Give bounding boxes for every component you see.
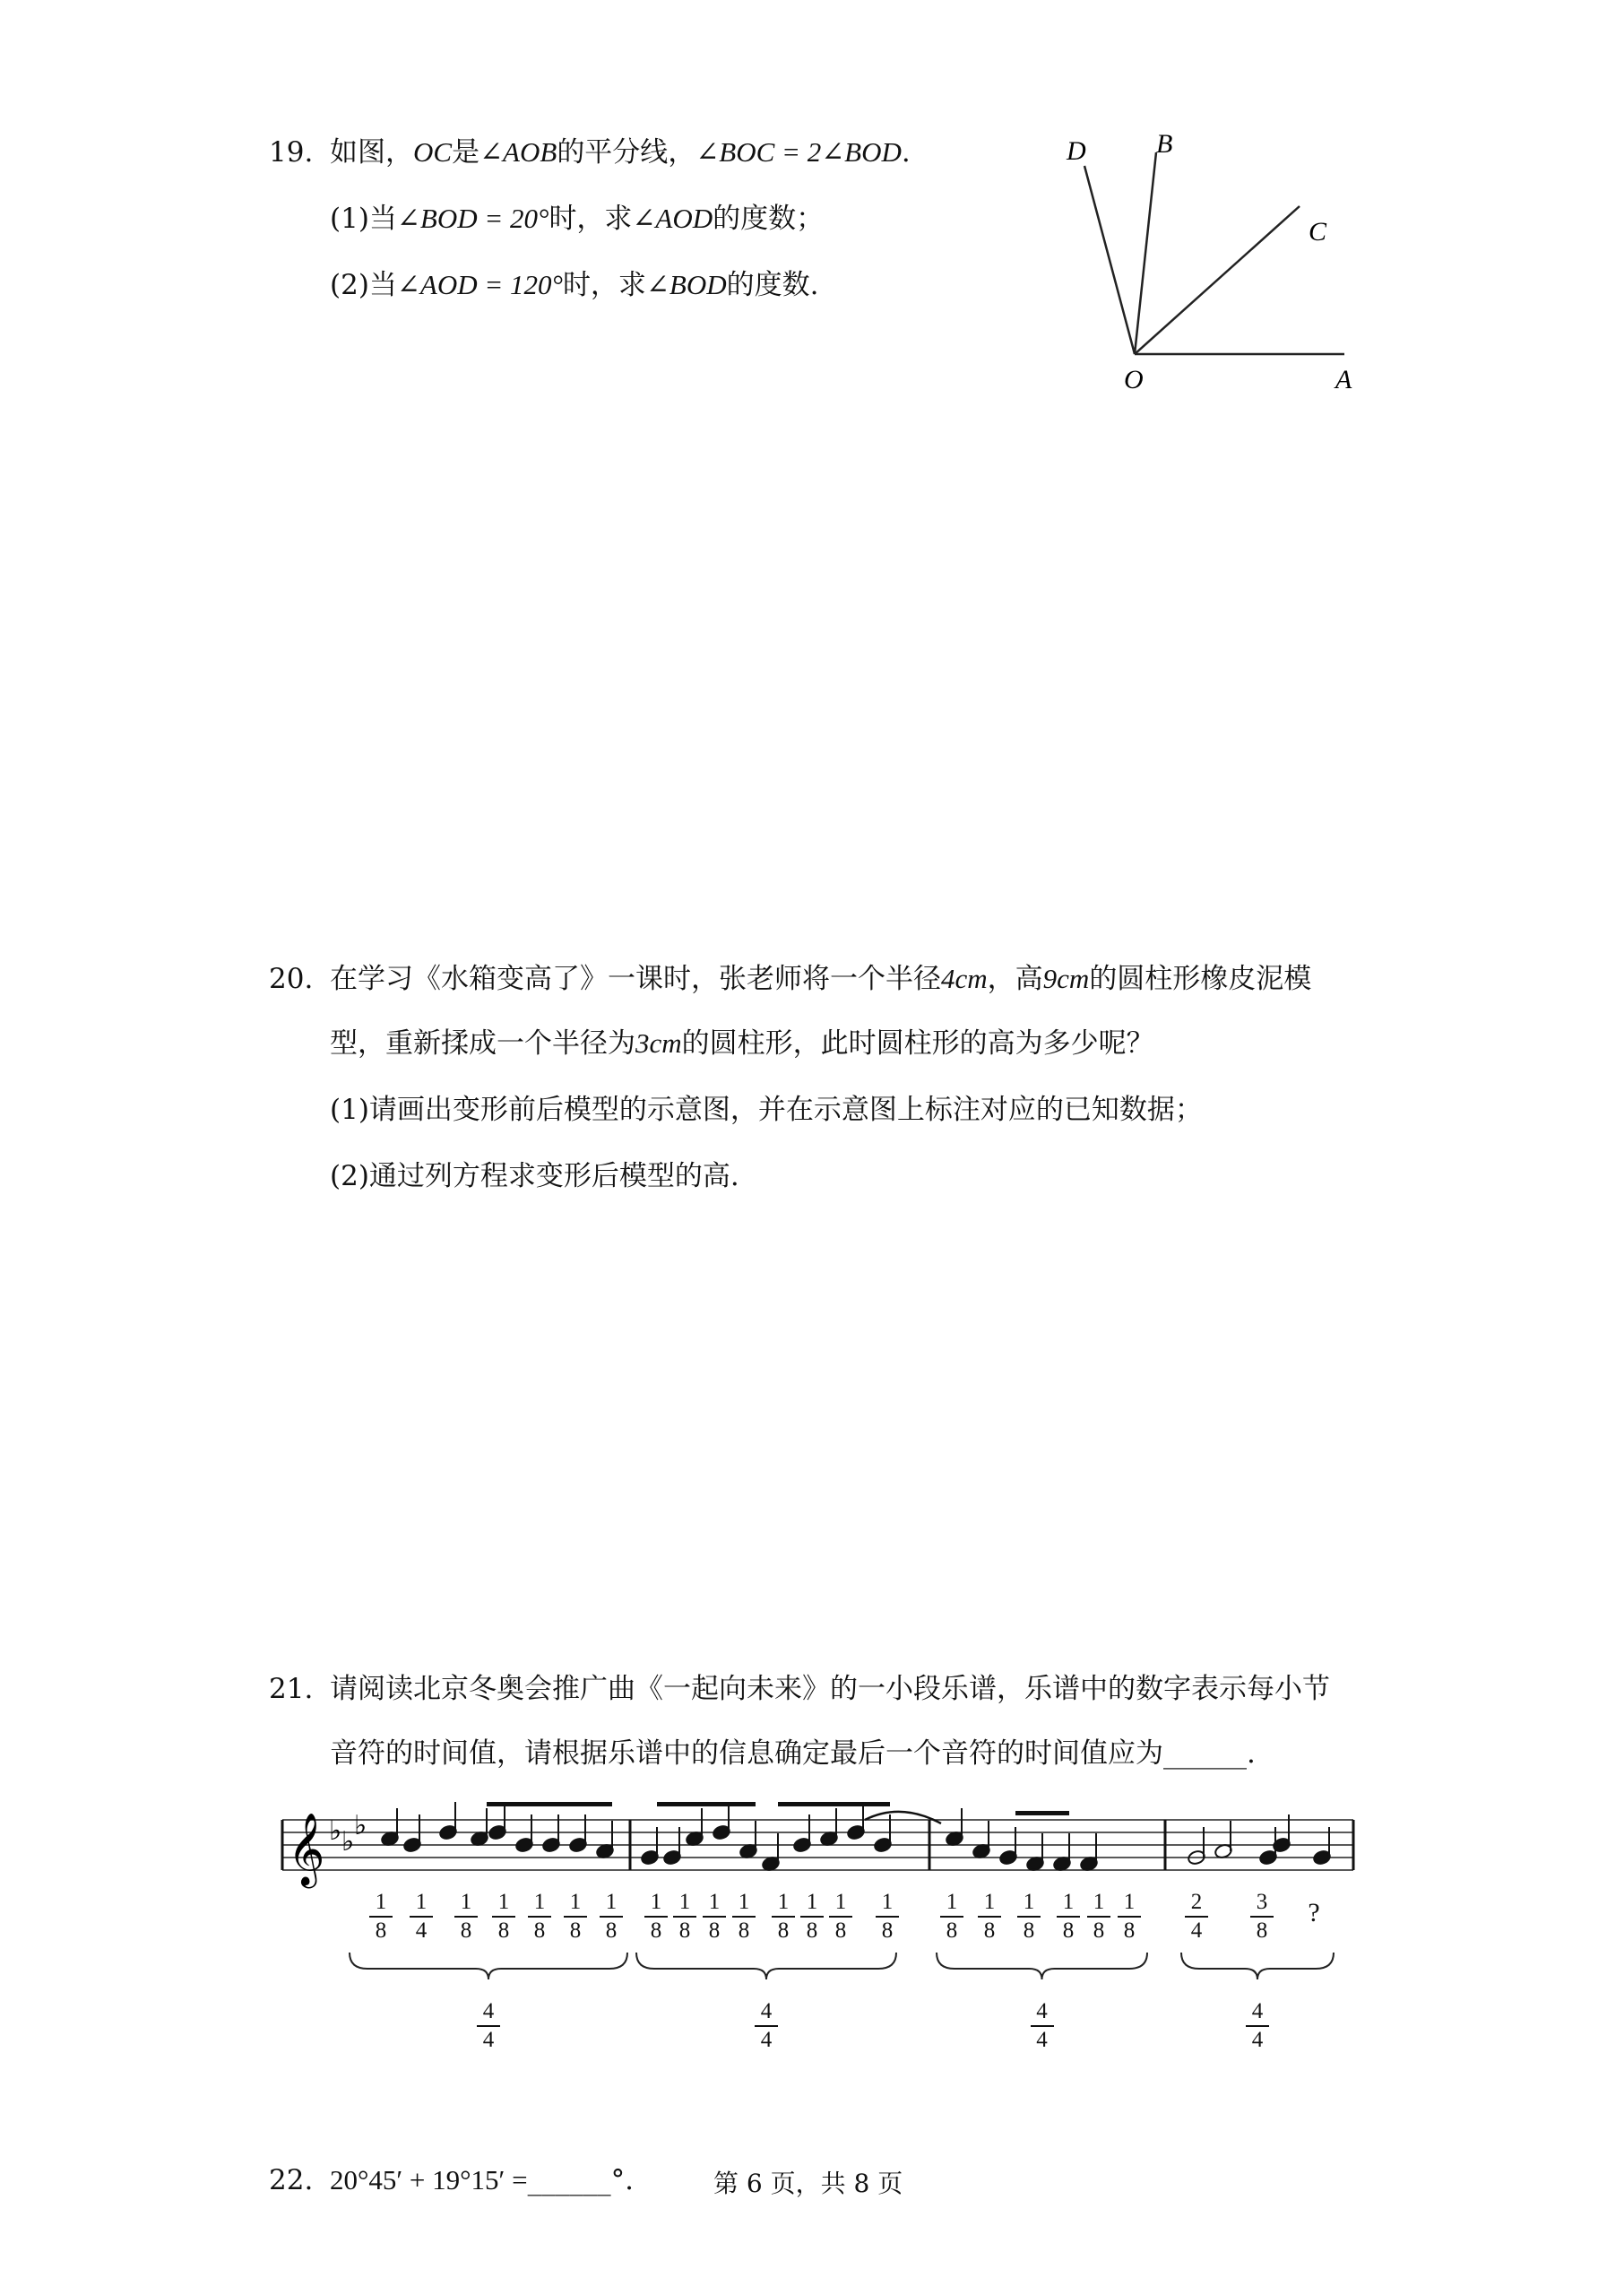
stem-text: 的平分线， bbox=[557, 136, 696, 169]
question-number: 21. bbox=[269, 1673, 314, 1705]
denominator: 4 bbox=[1036, 2028, 1048, 2052]
stem-math: 4cm bbox=[941, 963, 988, 994]
note-time-value bbox=[644, 1890, 668, 1944]
denominator: 8 bbox=[533, 1918, 546, 1943]
fraction-bar bbox=[829, 1916, 852, 1918]
part-math: ∠BOD = 20° bbox=[396, 203, 549, 234]
numerator: 4 bbox=[482, 1999, 495, 2023]
question-stem bbox=[330, 2161, 634, 2200]
denominator: 8 bbox=[678, 1918, 691, 1943]
fraction-bar bbox=[644, 1916, 668, 1918]
fraction-bar bbox=[800, 1916, 824, 1918]
numerator: 1 bbox=[1123, 1890, 1136, 1914]
label-a: A bbox=[1335, 365, 1352, 394]
label-c: C bbox=[1309, 217, 1327, 247]
stem-math: 3cm bbox=[635, 1027, 682, 1059]
note-time-value bbox=[454, 1890, 478, 1944]
note-time-value bbox=[732, 1890, 756, 1944]
denominator: 8 bbox=[1093, 1918, 1105, 1943]
part-text: 的度数； bbox=[713, 203, 825, 235]
fraction-bar bbox=[1250, 1916, 1274, 1918]
stem-text: . bbox=[901, 136, 911, 169]
stem-math: OC bbox=[413, 136, 453, 168]
denominator: 4 bbox=[1190, 1918, 1203, 1943]
measure-total-value bbox=[1031, 1999, 1054, 2053]
fraction-bar bbox=[1246, 2025, 1269, 2027]
numerator: 1 bbox=[605, 1890, 618, 1914]
stem-math: ∠BOC = 2∠BOD bbox=[695, 136, 902, 168]
part-math: ∠BOD bbox=[645, 269, 727, 300]
note-time-value bbox=[528, 1890, 551, 1944]
stem-text: 如图， bbox=[330, 136, 413, 169]
label-b: B bbox=[1156, 129, 1173, 159]
fraction-bar bbox=[1057, 1916, 1080, 1918]
numerator: 1 bbox=[946, 1890, 958, 1914]
part-text: (1)当 bbox=[330, 203, 397, 235]
numerator: 1 bbox=[881, 1890, 894, 1914]
measure-total-value bbox=[755, 1999, 778, 2053]
note-time-value bbox=[703, 1890, 726, 1944]
fraction-bar bbox=[876, 1916, 899, 1918]
note-time-value bbox=[1118, 1890, 1141, 1944]
part-text: 时，求 bbox=[549, 203, 633, 235]
flat-icon: ♭ bbox=[341, 1826, 355, 1858]
note-time-value bbox=[369, 1890, 393, 1944]
note-time-value bbox=[876, 1890, 899, 1944]
fraction-bar bbox=[369, 1916, 393, 1918]
numerator: 1 bbox=[806, 1890, 818, 1914]
fraction-bar bbox=[454, 1916, 478, 1918]
note-time-value bbox=[1087, 1890, 1110, 1944]
flat-icon: ♭ bbox=[354, 1810, 367, 1841]
note-time-value bbox=[1057, 1890, 1080, 1944]
denominator: 8 bbox=[881, 1918, 894, 1943]
measure-brace bbox=[636, 1953, 896, 1979]
degree-mark: °. bbox=[610, 2164, 634, 2196]
denominator: 8 bbox=[650, 1918, 662, 1943]
fraction-bar bbox=[772, 1916, 795, 1918]
numerator: 1 bbox=[738, 1890, 750, 1914]
denominator: 8 bbox=[497, 1918, 510, 1943]
fraction-bar bbox=[1017, 1916, 1041, 1918]
page-footer: 第 6 页，共 8 页 bbox=[713, 2169, 903, 2198]
note-time-value bbox=[410, 1890, 433, 1944]
fraction-bar bbox=[600, 1916, 623, 1918]
question-part-1: (1)请画出变形前后模型的示意图，并在示意图上标注对应的已知数据； bbox=[330, 1094, 1203, 1126]
denominator: 8 bbox=[1123, 1918, 1136, 1943]
measure-total-value bbox=[477, 1999, 500, 2053]
numerator: 1 bbox=[1062, 1890, 1075, 1914]
denominator: 8 bbox=[708, 1918, 721, 1943]
fraction-bar bbox=[477, 2025, 500, 2027]
note-time-value bbox=[978, 1890, 1001, 1944]
fraction-bar bbox=[1031, 2025, 1054, 2027]
denominator: 8 bbox=[569, 1918, 582, 1943]
denominator: 8 bbox=[806, 1918, 818, 1943]
numerator: 1 bbox=[460, 1890, 472, 1914]
note-time-value bbox=[673, 1890, 696, 1944]
numerator: 4 bbox=[1036, 1999, 1048, 2023]
denominator: 8 bbox=[1062, 1918, 1075, 1943]
stem-math: 9cm bbox=[1042, 963, 1090, 994]
stem-text: 是 bbox=[452, 136, 480, 169]
fraction-bar bbox=[410, 1916, 433, 1918]
question-stem-line-2: 音符的时间值，请根据乐谱中的信息确定最后一个音符的时间值应为______. bbox=[330, 1737, 1256, 1770]
note-time-value bbox=[1017, 1890, 1041, 1944]
note-time-value bbox=[492, 1890, 515, 1944]
fraction-bar bbox=[732, 1916, 756, 1918]
numerator: 1 bbox=[497, 1890, 510, 1914]
denominator: 4 bbox=[415, 1918, 428, 1943]
measure-brace bbox=[350, 1953, 627, 1979]
denominator: 8 bbox=[834, 1918, 847, 1943]
numerator: 3 bbox=[1256, 1890, 1268, 1914]
denominator: 8 bbox=[1256, 1918, 1268, 1943]
denominator: 8 bbox=[983, 1918, 996, 1943]
numerator: 1 bbox=[415, 1890, 428, 1914]
denominator: 8 bbox=[1023, 1918, 1035, 1943]
unknown-time-value: ? bbox=[1308, 1898, 1320, 1927]
fraction-bar bbox=[528, 1916, 551, 1918]
part-math: ∠AOD = 120° bbox=[396, 269, 563, 300]
fraction-bar bbox=[978, 1916, 1001, 1918]
fraction-bar bbox=[1185, 1916, 1208, 1918]
numerator: 1 bbox=[777, 1890, 790, 1914]
treble-clef-icon: 𝄞 bbox=[288, 1812, 325, 1885]
stem-text: ，高 bbox=[987, 963, 1043, 995]
numerator: 1 bbox=[983, 1890, 996, 1914]
question-stem-line-1: 请阅读北京冬奥会推广曲《一起向未来》的一小段乐谱，乐谱中的数字表示每小节 bbox=[330, 1673, 1330, 1705]
fraction-bar bbox=[703, 1916, 726, 1918]
note-time-value bbox=[564, 1890, 587, 1944]
numerator: 1 bbox=[678, 1890, 691, 1914]
expression: 20°45′ + 19°15′ = bbox=[330, 2164, 528, 2195]
numerator: 2 bbox=[1190, 1890, 1203, 1914]
measure-brace bbox=[1181, 1953, 1334, 1979]
note-time-value bbox=[940, 1890, 963, 1944]
note-time-value bbox=[1250, 1890, 1274, 1944]
part-math: ∠AOD bbox=[632, 203, 713, 234]
numerator: 1 bbox=[375, 1890, 387, 1914]
numerator: 4 bbox=[760, 1999, 773, 2023]
fraction-bar bbox=[1118, 1916, 1141, 1918]
part-text: 时，求 bbox=[562, 269, 646, 301]
denominator: 8 bbox=[460, 1918, 472, 1943]
note-time-value bbox=[829, 1890, 852, 1944]
note-time-value bbox=[600, 1890, 623, 1944]
denominator: 8 bbox=[375, 1918, 387, 1943]
fraction-bar bbox=[564, 1916, 587, 1918]
measure-brace bbox=[937, 1953, 1147, 1979]
numerator: 1 bbox=[533, 1890, 546, 1914]
measure-total-value bbox=[1246, 1999, 1269, 2053]
stem-math: ∠AOB bbox=[479, 136, 557, 168]
stem-text: 型，重新揉成一个半径为 bbox=[330, 1027, 635, 1060]
stem-text: 的圆柱形，此时圆柱形的高为多少呢？ bbox=[681, 1027, 1154, 1060]
answer-blank: ______ bbox=[527, 2164, 611, 2196]
question-number: 20. bbox=[269, 963, 314, 995]
part-text: 的度数. bbox=[726, 269, 819, 301]
denominator: 4 bbox=[482, 2028, 495, 2052]
note-time-value bbox=[1185, 1890, 1208, 1944]
denominator: 4 bbox=[1251, 2028, 1264, 2052]
numerator: 1 bbox=[569, 1890, 582, 1914]
numerator: 1 bbox=[1093, 1890, 1105, 1914]
question-number: 19. bbox=[269, 136, 314, 169]
part-text: (2)当 bbox=[330, 269, 397, 301]
denominator: 8 bbox=[777, 1918, 790, 1943]
fraction-bar bbox=[940, 1916, 963, 1918]
denominator: 8 bbox=[738, 1918, 750, 1943]
numerator: 1 bbox=[708, 1890, 721, 1914]
label-o: O bbox=[1124, 365, 1144, 394]
denominator: 4 bbox=[760, 2028, 773, 2052]
stem-text: 在学习《水箱变高了》一课时，张老师将一个半径 bbox=[330, 963, 941, 995]
fraction-bar bbox=[673, 1916, 696, 1918]
note-time-value bbox=[800, 1890, 824, 1944]
numerator: 1 bbox=[1023, 1890, 1035, 1914]
question-part-2: (2)通过列方程求变形后模型的高. bbox=[330, 1160, 739, 1192]
stem-text: 的圆柱形橡皮泥模 bbox=[1089, 963, 1312, 995]
question-number: 22. bbox=[269, 2164, 314, 2196]
fraction-bar bbox=[755, 2025, 778, 2027]
fraction-bar bbox=[492, 1916, 515, 1918]
numerator: 1 bbox=[834, 1890, 847, 1914]
flat-icon: ♭ bbox=[329, 1815, 342, 1847]
fraction-bar bbox=[1087, 1916, 1110, 1918]
note-time-value bbox=[772, 1890, 795, 1944]
numerator: 4 bbox=[1251, 1999, 1264, 2023]
numerator: 1 bbox=[650, 1890, 662, 1914]
denominator: 8 bbox=[946, 1918, 958, 1943]
denominator: 8 bbox=[605, 1918, 618, 1943]
label-d: D bbox=[1067, 136, 1086, 166]
